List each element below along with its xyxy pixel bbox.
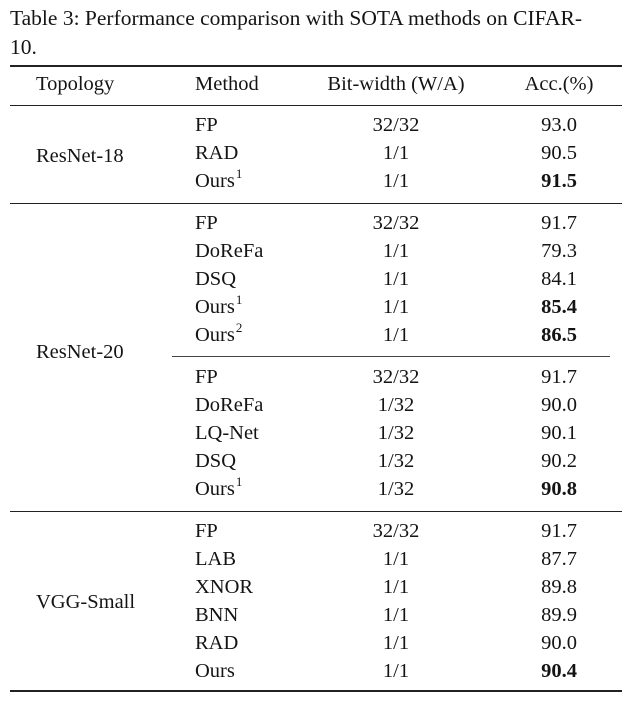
top-rule: [10, 65, 622, 67]
accuracy-value: 91.7: [541, 520, 577, 542]
method-cell: [195, 113, 218, 137]
accuracy-value: 84.1: [541, 268, 577, 290]
method-name: FP: [195, 212, 218, 234]
bitwidth-value: 32/32: [372, 366, 420, 388]
table-caption: [10, 4, 622, 62]
method-cell: [195, 659, 235, 683]
group-separator-rule: [10, 511, 622, 512]
method-cell: [195, 421, 259, 445]
method-superscript: 2: [235, 320, 243, 335]
bitwidth-value: 1/1: [382, 632, 410, 654]
method-name: DSQ: [195, 268, 237, 290]
method-name: FP: [195, 520, 218, 542]
accuracy-value: 90.0: [541, 632, 577, 654]
method-name: XNOR: [195, 576, 254, 598]
method-cell: [195, 575, 253, 599]
subgroup-separator-rule: [172, 356, 610, 357]
bitwidth-value: 1/1: [382, 296, 410, 318]
method-cell: [195, 393, 263, 417]
bitwidth-value: 1/1: [382, 548, 410, 570]
bitwidth-value: 32/32: [372, 114, 420, 136]
header-rule: [10, 105, 622, 106]
method-name: DoReFa: [195, 240, 264, 262]
accuracy-value: 90.4: [541, 660, 577, 682]
caption-line-1: Table 3: Performance comparison with SOTA methods on CIFAR-: [10, 6, 583, 30]
method-name: DSQ: [195, 450, 237, 472]
accuracy-value: 91.7: [541, 366, 577, 388]
accuracy-value: 89.8: [541, 576, 577, 598]
method-name: Ours: [195, 296, 235, 318]
method-name: LQ-Net: [195, 422, 259, 444]
method-superscript: 1: [235, 292, 243, 307]
method-name: LAB: [195, 548, 236, 570]
method-name: Ours: [195, 478, 235, 500]
method-cell: [195, 211, 218, 235]
method-cell: [195, 547, 236, 571]
accuracy-value: 90.0: [541, 394, 577, 416]
header-method: Method: [195, 73, 259, 95]
accuracy-value: 85.4: [541, 296, 577, 318]
bitwidth-value: 32/32: [372, 212, 420, 234]
bitwidth-value: 1/32: [377, 394, 415, 416]
accuracy-value: 90.8: [541, 478, 577, 500]
topology-label: VGG-Small: [36, 591, 136, 613]
bitwidth-value: 1/32: [377, 450, 415, 472]
header-accuracy-text: Acc.(%): [524, 73, 594, 95]
accuracy-value: 91.7: [541, 212, 577, 234]
method-cell: [195, 365, 218, 389]
bitwidth-value: 1/1: [382, 576, 410, 598]
bitwidth-value: 32/32: [372, 520, 420, 542]
accuracy-value: 89.9: [541, 604, 577, 626]
method-cell: [195, 603, 238, 627]
method-name: Ours: [195, 660, 235, 682]
method-name: RAD: [195, 142, 239, 164]
accuracy-value: 90.5: [541, 142, 577, 164]
method-cell: [195, 267, 236, 291]
bitwidth-value: 1/1: [382, 604, 410, 626]
method-superscript: 1: [235, 474, 243, 489]
bitwidth-value: 1/1: [382, 240, 410, 262]
method-cell: [195, 519, 218, 543]
method-name: DoReFa: [195, 394, 264, 416]
bitwidth-value: 1/1: [382, 268, 410, 290]
bitwidth-value: 1/32: [377, 422, 415, 444]
method-cell: [195, 320, 243, 349]
group-separator-rule: [10, 203, 622, 204]
accuracy-value: 91.5: [541, 170, 577, 192]
accuracy-value: 90.2: [541, 450, 577, 472]
method-name: FP: [195, 366, 218, 388]
method-cell: [195, 141, 238, 165]
bitwidth-value: 1/32: [377, 478, 415, 500]
method-name: FP: [195, 114, 218, 136]
accuracy-value: 93.0: [541, 114, 577, 136]
method-cell: [195, 631, 238, 655]
method-name: BNN: [195, 604, 239, 626]
topology-label: ResNet-18: [36, 145, 124, 167]
topology-label: ResNet-20: [36, 341, 124, 363]
method-name: RAD: [195, 632, 239, 654]
accuracy-value: 90.1: [541, 422, 577, 444]
method-name: Ours: [195, 324, 235, 346]
bitwidth-value: 1/1: [382, 660, 410, 682]
caption-line-2: 10.: [10, 35, 37, 59]
method-cell: [195, 292, 243, 321]
method-superscript: 1: [235, 166, 243, 181]
bottom-rule: [10, 690, 622, 692]
bitwidth-value: 1/1: [382, 142, 410, 164]
method-cell: [195, 166, 243, 195]
method-cell: [195, 474, 243, 503]
method-cell: [195, 239, 263, 263]
bitwidth-value: 1/1: [382, 324, 410, 346]
header-bitwidth-text: Bit-width (W/A): [327, 73, 465, 95]
method-cell: [195, 449, 236, 473]
method-name: Ours: [195, 170, 235, 192]
accuracy-value: 79.3: [541, 240, 577, 262]
accuracy-value: 86.5: [541, 324, 577, 346]
accuracy-value: 87.7: [541, 548, 577, 570]
header-topology: Topology: [36, 73, 115, 95]
bitwidth-value: 1/1: [382, 170, 410, 192]
